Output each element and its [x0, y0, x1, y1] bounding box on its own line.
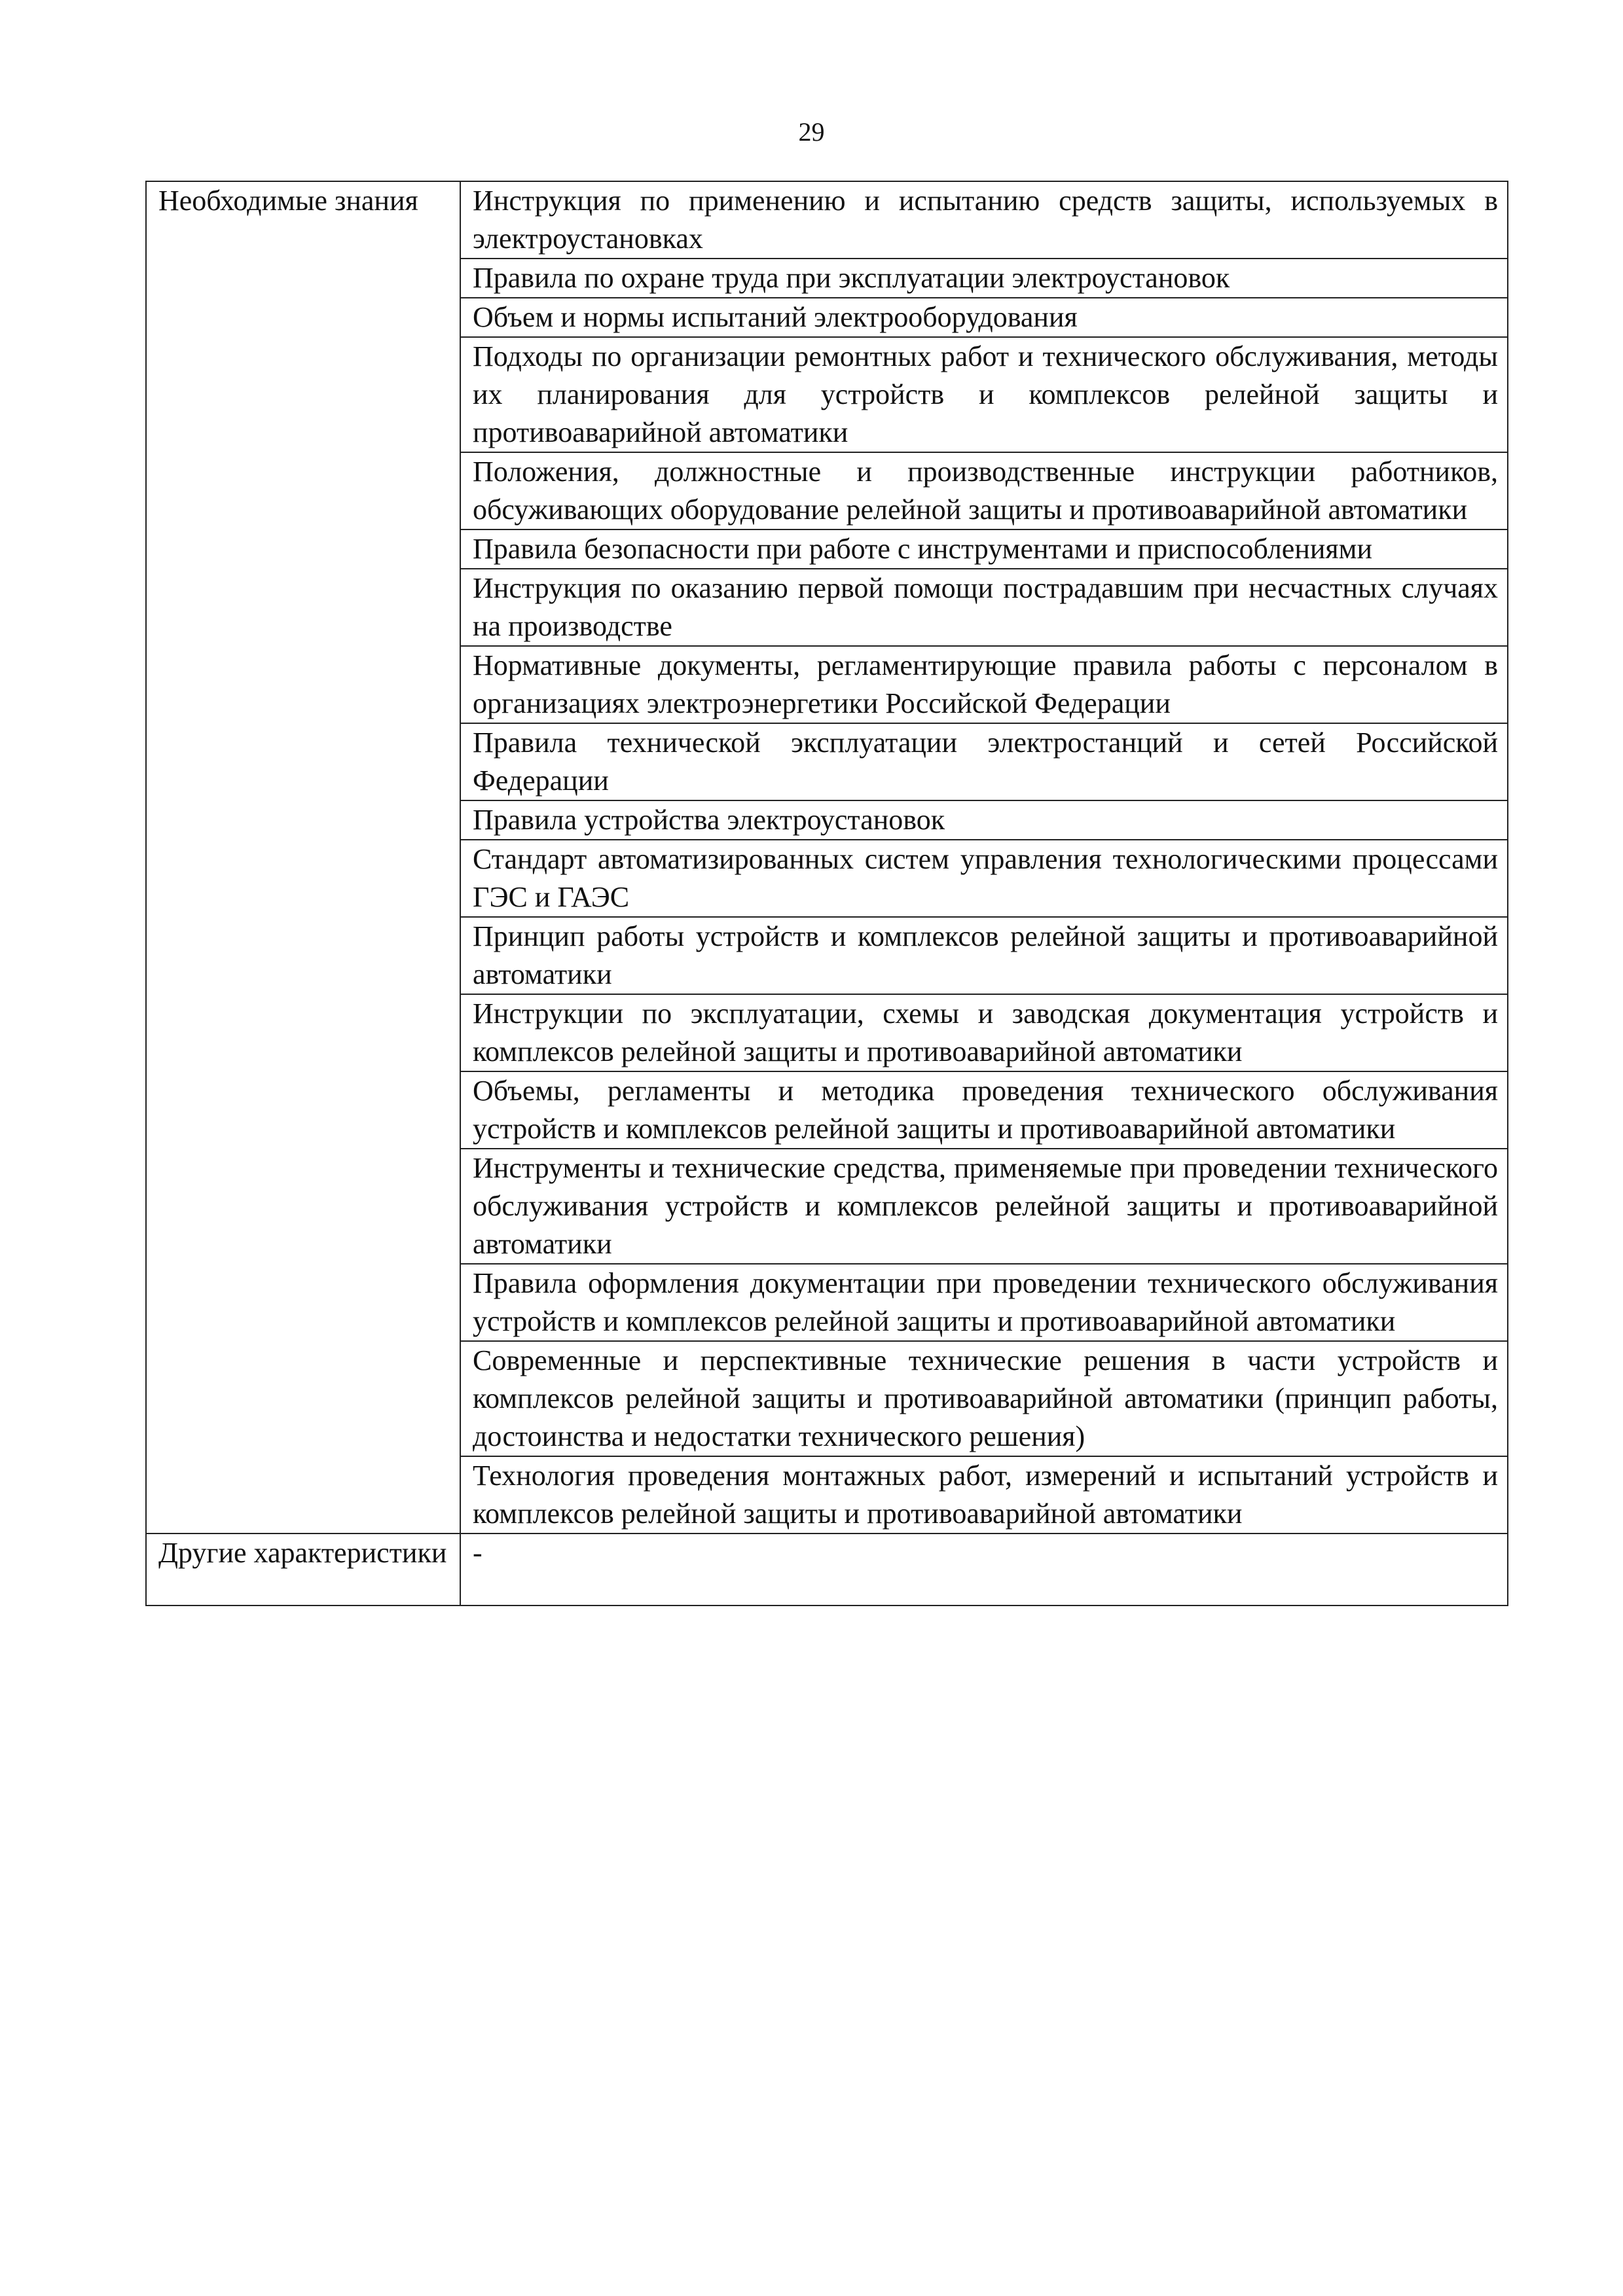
knowledge-item: Стандарт автоматизированных систем управления технологическими процессами ГЭС и ГАЭС — [460, 840, 1508, 917]
knowledge-item: Нормативные документы, регламентирующие правила работы с персоналом в организациях электроэнергетики Российской Федерации — [460, 646, 1508, 723]
requirements-table — [145, 181, 1508, 1606]
row-label-required-knowledge: Необходимые знания — [146, 181, 460, 1534]
knowledge-item: Подходы по организации ремонтных работ и технического обслуживания, методы их планирования для устройств и комплексов релейной защиты и противоаварийной автоматики — [460, 337, 1508, 452]
page-number: 29 — [798, 117, 825, 147]
knowledge-item: Объем и нормы испытаний электрооборудования — [460, 298, 1508, 337]
knowledge-item: Правила безопасности при работе с инструментами и приспособлениями — [460, 529, 1508, 569]
knowledge-item: Инструменты и технические средства, применяемые при проведении технического обслуживания устройств и комплексов релейной защиты и противоаварийной автоматики — [460, 1149, 1508, 1264]
knowledge-item: Объемы, регламенты и методика проведения технического обслуживания устройств и комплексов релейной защиты и противоаварийной автоматики — [460, 1071, 1508, 1149]
knowledge-item: Инструкция по оказанию первой помощи пострадавшим при несчастных случаях на производстве — [460, 569, 1508, 646]
knowledge-item: Технология проведения монтажных работ, измерений и испытаний устройств и комплексов релейной защиты и противоаварийной автоматики — [460, 1456, 1508, 1534]
table-row — [146, 1534, 1508, 1605]
knowledge-item: Положения, должностные и производственные инструкции работников, обсуживающих оборудование релейной защиты и противоаварийной автоматики — [460, 452, 1508, 529]
knowledge-item: Современные и перспективные технические решения в части устройств и комплексов релейной защиты и противоаварийной автоматики (принцип работы, достоинства и недостатки технического решения) — [460, 1341, 1508, 1456]
knowledge-item: Правила технической эксплуатации электростанций и сетей Российской Федерации — [460, 723, 1508, 800]
knowledge-item: Инструкция по применению и испытанию средств защиты, используемых в электроустановках — [460, 181, 1508, 259]
knowledge-item: Правила устройства электроустановок — [460, 800, 1508, 840]
knowledge-item: Правила по охране труда при эксплуатации электроустановок — [460, 259, 1508, 298]
knowledge-item: Инструкции по эксплуатации, схемы и заводская документация устройств и комплексов релейной защиты и противоаварийной автоматики — [460, 994, 1508, 1071]
table-row — [146, 181, 1508, 259]
knowledge-item: Принцип работы устройств и комплексов релейной защиты и противоаварийной автоматики — [460, 917, 1508, 994]
row-label-other-characteristics: Другие характеристики — [146, 1534, 460, 1605]
knowledge-item: Правила оформления документации при проведении технического обслуживания устройств и комплексов релейной защиты и противоаварийной автоматики — [460, 1264, 1508, 1341]
other-characteristics-value: - — [460, 1534, 1508, 1605]
